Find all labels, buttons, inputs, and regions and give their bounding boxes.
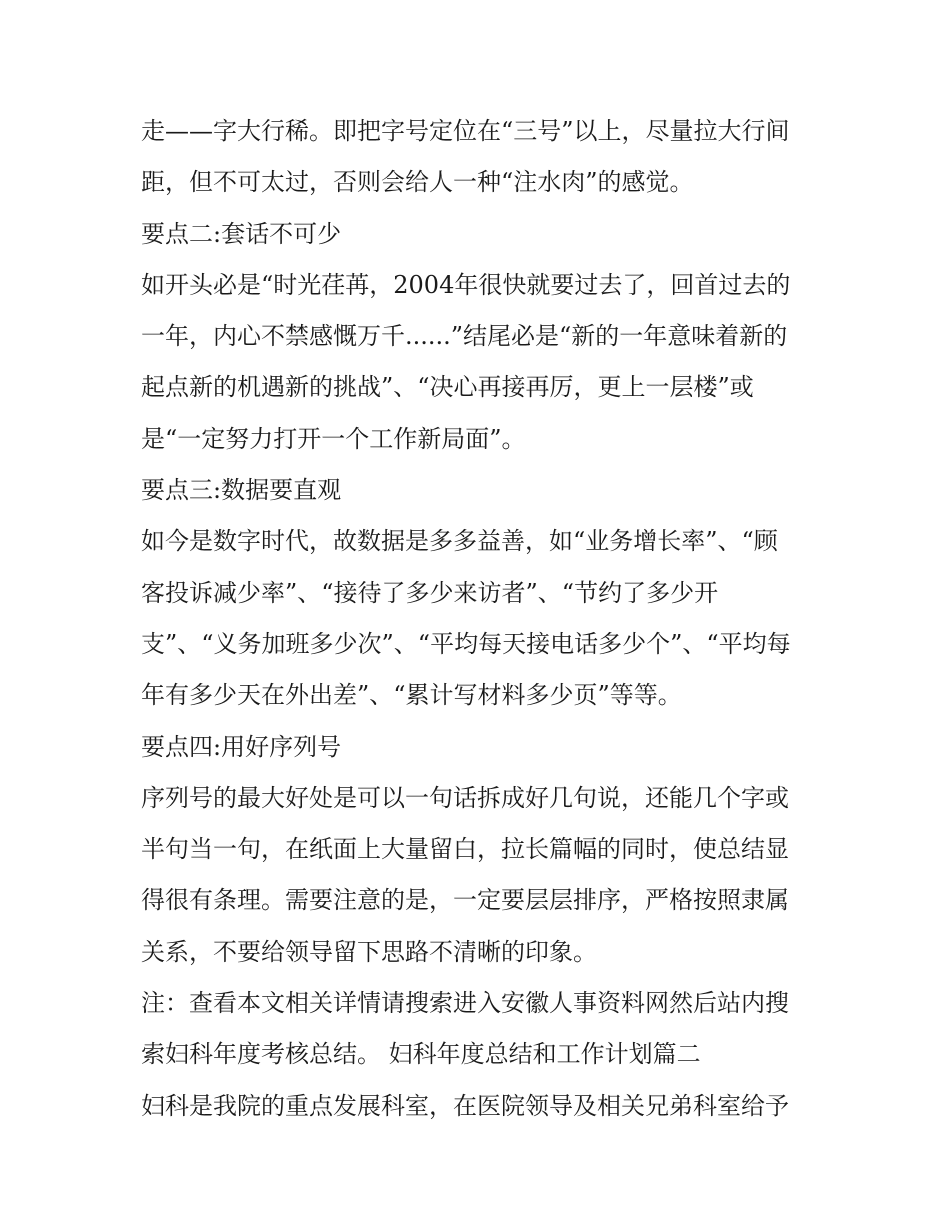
- text-line: 半句当一句，在纸面上大量留白，拉长篇幅的同时，使总结显: [141, 835, 789, 864]
- text-line: 得很有条理。需要注意的是，一定要层层排序，严格按照隶属: [141, 886, 789, 915]
- text-line: 如开头必是“时光荏苒，2004年很快就要过去了，回首过去的: [141, 270, 791, 299]
- text-line: 妇科是我院的重点发展科室，在医院领导及相关兄弟科室给予: [141, 1091, 789, 1120]
- text-line: 起点新的机遇新的挑战”、“决心再接再厉，更上一层楼”或: [141, 373, 754, 402]
- text-line: 支”、“义务加班多少次”、“平均每天接电话多少个”、“平均每: [141, 629, 791, 658]
- text-line: 关系，不要给领导留下思路不清晰的印象。: [141, 937, 597, 966]
- text-line: 走——字大行稀。即把字号定位在“三号”以上，尽量拉大行间: [141, 117, 790, 145]
- document-body: [141, 106, 821, 1132]
- text-line: 距，但不可太过，否则会给人一种“注水肉”的感觉。: [141, 168, 694, 197]
- text-line: 序列号的最大好处是可以一句话拆成好几句说，还能几个字或: [141, 783, 789, 812]
- note-line: 注：查看本文相关详情请搜索进入安徽人事资料网然后站内搜: [141, 989, 789, 1018]
- text-line: 客投诉减少率”、“接待了多少来访者”、“节约了多少开: [141, 578, 719, 607]
- text-line: 如今是数字时代，故数据是多多益善，如“业务增长率”、“顾: [141, 527, 778, 556]
- note-line: 索妇科年度考核总结。 妇科年度总结和工作计划篇二: [141, 1040, 701, 1069]
- text-line: 是“一定努力打开一个工作新局面”。: [141, 424, 526, 453]
- text-line: 年有多少天在外出差”、“累计写材料多少页”等等。: [141, 681, 682, 710]
- section-heading: 要点四:用好序列号: [141, 732, 342, 761]
- section-heading: 要点三:数据要直观: [141, 476, 342, 505]
- section-heading: 要点二:套话不可少: [141, 219, 342, 248]
- text-line: 一年，内心不禁感慨万千......”结尾必是“新的一年意味着新的: [141, 322, 788, 351]
